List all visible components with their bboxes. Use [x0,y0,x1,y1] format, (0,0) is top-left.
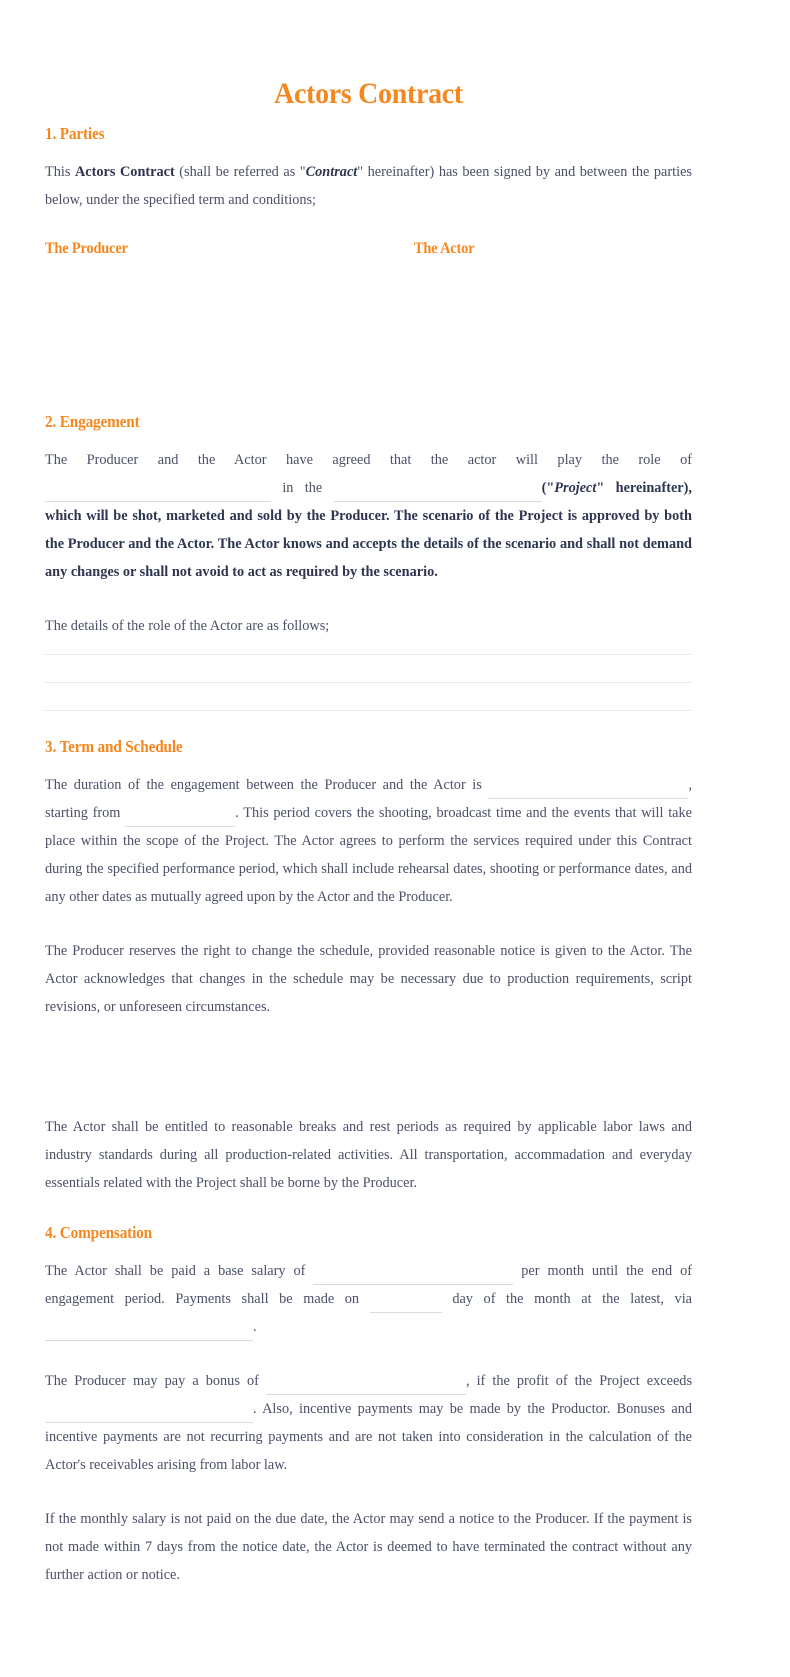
actor-column [369,240,693,398]
term-p1-a: The duration of the engagement between the Producer and the Actor is [45,776,482,793]
term-paragraph-1 [45,771,692,911]
term-p1-c: . This period covers the shooting, broadcast time and the events that will take place within the scope of the Project. The Actor agrees to perform the services required under this Contract during the specified performance period, which shall include rehearsal dates, shooting or performance dates, and any other dates as mutually agreed upon by the Actor and the Producer. [45,804,693,905]
section-heading-term: 3. Term and Schedule [45,736,183,756]
page-title: Actors Contract [274,77,463,110]
spacer [45,144,692,158]
compensation-p1-d: . [253,1318,257,1335]
parties-intro-mid: (shall be referred as " [174,163,306,180]
compensation-paragraph-1 [45,1257,692,1341]
spacer [45,1197,692,1223]
compensation-p1-c: day of the month at the latest, via [452,1290,693,1307]
party-heading-actor: The Actor [413,239,474,257]
compensation-paragraph-2 [45,1367,692,1479]
payment-day-blank[interactable] [370,1292,442,1313]
spacer [45,711,692,737]
engagement-p1-project: Project [554,479,597,496]
spacer [45,214,692,240]
spacer [45,640,692,654]
spacer [45,1479,692,1505]
spacer [45,1021,692,1113]
role-details-blank-lines [45,654,692,711]
producer-column [45,240,369,398]
section-heading-compensation: 4. Compensation [45,1222,152,1242]
parties-intro-paragraph [45,158,692,214]
term-p1-b: , starting from [45,776,693,821]
duration-blank[interactable] [488,778,688,799]
engagement-paragraph-1 [45,446,692,586]
parties-intro-post: " hereinafter) has been signed by and between the parties below, under the specified term and conditions; [45,163,692,208]
compensation-p2-c: . Also, incentive payments may be made by the Productor. Bonuses and incentive payments are not recurring payments and are not taken into consideration in the calculation of the Actor's receivables arising from labor law. [45,1400,692,1473]
producer-signature-area[interactable] [45,258,369,398]
actor-signature-area[interactable] [414,258,693,398]
spacer [45,655,692,682]
spacer [45,1243,692,1257]
spacer [45,398,692,412]
role-name-blank[interactable] [45,481,271,502]
parties-intro-bolditalic: Contract [305,163,358,180]
payment-method-blank[interactable] [45,1320,253,1341]
section-heading-parties: 1. Parties [45,123,105,143]
spacer [45,432,692,446]
engagement-p1-b: in the [282,479,323,496]
spacer [45,110,692,124]
compensation-p2-a: The Producer may pay a bonus of [45,1372,259,1389]
spacer [45,911,692,937]
table-row [45,240,692,398]
compensation-p1-b: per month until the end of engagement period. Payments shall be made on [45,1262,692,1307]
compensation-p2-b: , if the profit of the Project exceeds [465,1372,693,1389]
parties-intro-bold: Actors Contract [74,163,175,180]
party-heading-producer: The Producer [45,239,128,257]
term-paragraph-3: The Actor shall be entitled to reasonable breaks and rest periods as required by applicable labor laws and industry standards during all production-related activities. All transportation, accommadation and everyday essentials related with the Project shall be borne by the Producer. [45,1118,692,1191]
spacer [45,1341,692,1367]
term-paragraph-2: The Producer reserves the right to change the schedule, provided reasonable notice is given to the Actor. The Actor acknowledges that changes in the schedule may be necessary due to production requirements, script revisions, or unforeseen circumstances. [45,942,692,1015]
engagement-p1-d: " hereinafter), which will be shot, marketed and sold by the Producer. The scenario of the Project is approved by both the Producer and the Actor. The Actor knows and accepts the details of the scenario and shall not demand any changes or shall not avoid to act as required by the scenario. [45,479,692,580]
parties-signature-table [45,240,692,398]
compensation-p1-a: The Actor shall be paid a base salary of [45,1262,306,1279]
section-heading-engagement: 2. Engagement [45,411,140,431]
engagement-paragraph-2: The details of the role of the Actor are as follows; [45,617,330,634]
spacer [45,683,692,710]
spacer [45,757,692,771]
profit-threshold-blank[interactable] [45,1402,253,1423]
parties-intro-pre: This [45,163,75,180]
spacer [45,586,692,612]
project-name-blank[interactable] [334,481,542,502]
bonus-amount-blank[interactable] [266,1374,466,1395]
base-salary-blank[interactable] [313,1264,513,1285]
start-date-blank[interactable] [125,806,235,827]
compensation-paragraph-3: If the monthly salary is not paid on the due date, the Actor may send a notice to the Producer. If the payment is not made within 7 days from the notice date, the Actor is deemed to have terminated the contract without any further action or notice. [45,1510,692,1583]
engagement-p1-c: (" [541,479,555,496]
engagement-p1-a: The Producer and the Actor have agreed that the actor will play the role of [45,451,692,468]
